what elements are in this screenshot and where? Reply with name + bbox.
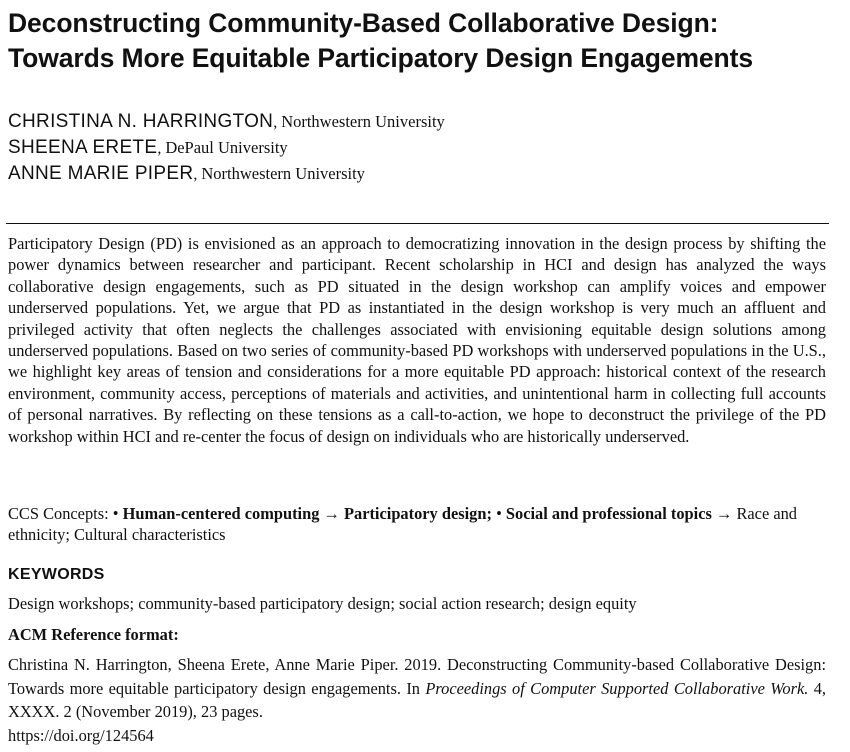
- keywords-heading: KEYWORDS: [8, 566, 105, 583]
- ccs-bullet: •: [112, 504, 123, 523]
- reference-doi-link[interactable]: https://doi.org/124564: [8, 725, 154, 745]
- ccs-label: CCS Concepts:: [8, 504, 113, 523]
- author-2: [8, 137, 445, 163]
- reference-authors-title: Christina N. Harrington, Sheena Erete, Anne Marie Piper. 2019. Deconstructing Community-based Collaborative Design: Towards more equitable participatory design engagements. In: [8, 655, 826, 698]
- author-name: CHRISTINA N. HARRINGTON: [8, 111, 274, 132]
- ccs-concept-1: Human-centered computing → Participatory design;: [122, 504, 492, 523]
- header-divider: [6, 223, 829, 224]
- title-line-1: Deconstructing Community-Based Collaborative Design:: [8, 8, 719, 38]
- author-separator: ,: [193, 166, 202, 183]
- reference-text: [8, 653, 826, 747]
- ccs-concept-2-detail: → Race and ethnicity; Cultural characteristics: [8, 504, 797, 545]
- abstract: Participatory Design (PD) is envisioned as an approach to democratizing innovation in the design process by shifting the power dynamics between researcher and participant. Recent scholarship in HCI and design has analyzed the ways collaborative design engagements, such as PD situated in the design workshop can amplify voices and empower underserved populations. Yet, we argue that PD as instantiated in the design workshop is very much an affluent and privileged activity that often neglects the challenges associated with envisioning equitable design solutions among underserved populations. Based on two series of community-based PD workshops with underserved populations in the U.S., we highlight key areas of tension and considerations for a more equitable PD approach: historical context of the research environment, community access, perceptions of materials and activities, and unintentional harm in collecting full accounts of personal narratives. By reflecting on these tensions as a call-to-action, we hope to deconstruct the privilege of the PD workshop within HCI and re-center the focus of design on individuals who are historically underserved.: [8, 234, 826, 446]
- author-3: [8, 163, 445, 189]
- title-line-2: Towards More Equitable Participatory Design Engagements: [8, 43, 754, 73]
- reference-venue: Proceedings of Computer Supported Collaborative Work.: [425, 678, 809, 698]
- author-affiliation: Northwestern University: [201, 164, 365, 183]
- author-affiliation: DePaul University: [165, 138, 288, 157]
- author-1: [8, 111, 445, 137]
- ccs-concepts: [8, 503, 826, 546]
- reference-heading: ACM Reference format:: [8, 625, 179, 644]
- reference-details: 4, XXXX. 2 (November 2019), 23 pages.: [8, 678, 826, 721]
- author-name: ANNE MARIE PIPER: [8, 163, 194, 184]
- keywords-text: Design workshops; community-based participatory design; social action research; design equity: [8, 594, 637, 613]
- author-separator: ,: [157, 140, 166, 157]
- author-name: SHEENA ERETE: [8, 137, 158, 158]
- author-list: [8, 111, 445, 189]
- author-affiliation: Northwestern University: [281, 112, 445, 131]
- author-separator: ,: [273, 114, 282, 131]
- paper-title: [8, 6, 844, 76]
- ccs-concept-2: Social and professional topics: [505, 504, 712, 523]
- ccs-bullet: •: [496, 504, 506, 523]
